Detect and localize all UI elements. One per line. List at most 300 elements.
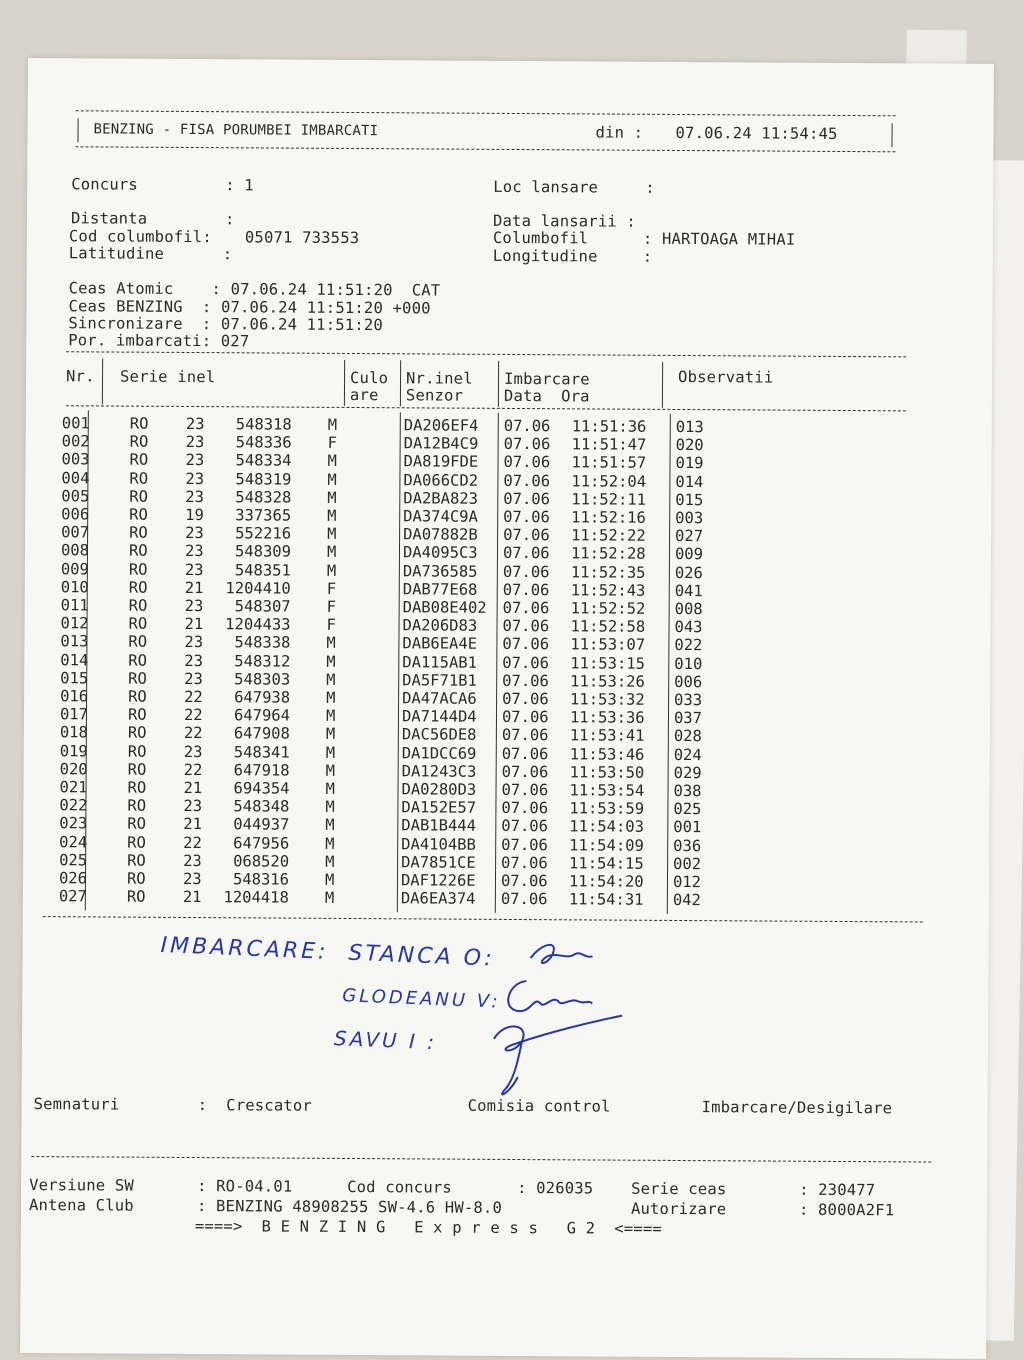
cell-country: RO — [127, 705, 147, 724]
cell-sex: M — [325, 798, 335, 817]
cell-date: 07.06 — [502, 562, 550, 581]
cell-time: 11:53:54 — [569, 781, 645, 800]
cod-columbofil-label: Cod columbofil: — [68, 227, 212, 247]
col-serie-header: Serie inel — [120, 367, 216, 387]
cell-nr: 020 — [59, 760, 88, 779]
cell-observation: 012 — [672, 872, 702, 892]
semnaturi-label: Semnaturi — [33, 1095, 120, 1114]
cell-date: 07.06 — [501, 780, 549, 800]
cell-year: 23 — [183, 797, 203, 816]
cell-nr: 021 — [59, 778, 88, 797]
printout-sheet — [20, 58, 994, 1359]
cell-observation: 015 — [675, 490, 704, 509]
cell-nr: 018 — [59, 723, 88, 742]
cell-sex: M — [326, 670, 336, 689]
cell-date: 07.06 — [502, 617, 550, 636]
cell-year: 22 — [183, 760, 203, 779]
loc-lansare-label: Loc lansare — [493, 177, 599, 197]
serie-ceas-label: Serie ceas — [631, 1179, 727, 1199]
cell-ring: 552216 — [235, 524, 292, 543]
cell-time: 11:51:36 — [571, 417, 647, 436]
longitudine-label: Longitudine — [492, 246, 598, 266]
col-nr-header: Nr. — [66, 367, 95, 386]
cell-ring: 647908 — [233, 724, 290, 744]
distanta-label: Distanta — [70, 209, 148, 228]
cell-country: RO — [128, 633, 148, 652]
cell-nr: 015 — [60, 669, 89, 688]
cell-sensor: DAB1B444 — [401, 816, 477, 836]
cell-sex: M — [326, 652, 336, 671]
cell-date: 07.06 — [503, 435, 551, 454]
cell-year: 19 — [185, 505, 204, 525]
cell-time: 11:53:07 — [570, 635, 646, 655]
cell-nr: 017 — [59, 705, 89, 724]
cell-sensor: DA0280D3 — [401, 780, 477, 799]
columbofil-value: : HARTOAGA MIHAI — [642, 229, 796, 249]
cell-year: 23 — [182, 869, 202, 889]
cell-year: 23 — [185, 487, 205, 506]
table-bottom-rule — [43, 916, 923, 922]
cell-ring: 548338 — [234, 633, 291, 653]
cell-date: 07.06 — [502, 653, 550, 672]
cell-year: 23 — [184, 651, 204, 670]
cell-time: 11:52:58 — [570, 617, 646, 636]
cell-sex: M — [327, 452, 337, 471]
cell-sensor: DAB08E402 — [402, 598, 487, 617]
cell-date: 07.06 — [503, 489, 551, 508]
cell-ring: 044937 — [233, 815, 290, 835]
header-bottom-rule — [75, 146, 895, 152]
cell-country: RO — [128, 669, 147, 688]
cell-country: RO — [128, 614, 148, 633]
header-right-border — [891, 123, 892, 147]
cell-country: RO — [126, 869, 146, 888]
handwritten-imbarcare: IMBARCARE: STANCA O: — [160, 933, 496, 972]
cell-sensor: DA4104BB — [401, 834, 476, 854]
col-culoare-header-2: are — [349, 385, 379, 405]
cell-date: 07.06 — [502, 580, 550, 599]
cell-observation: 036 — [673, 836, 702, 855]
cell-date: 07.06 — [502, 671, 549, 690]
cell-ring: 647918 — [233, 761, 290, 780]
cell-country: RO — [128, 596, 148, 615]
cell-time: 11:52:52 — [570, 599, 646, 618]
header-sep — [498, 361, 499, 407]
cell-sex: M — [325, 834, 335, 853]
cell-time: 11:53:41 — [569, 726, 645, 746]
cell-nr: 027 — [58, 887, 87, 906]
cell-nr: 007 — [61, 523, 90, 542]
cell-year: 22 — [184, 687, 203, 707]
cell-date: 07.06 — [503, 526, 550, 545]
cell-ring: 548312 — [234, 651, 291, 671]
cell-ring: 548303 — [234, 670, 291, 689]
cell-nr: 002 — [61, 432, 90, 451]
cell-observation: 024 — [673, 745, 702, 764]
cell-nr: 004 — [61, 468, 90, 487]
cell-nr: 025 — [59, 851, 88, 870]
cell-sex: F — [326, 579, 337, 598]
cell-sex: M — [324, 870, 335, 889]
cell-year: 23 — [185, 469, 205, 488]
cell-country: RO — [128, 560, 148, 579]
cell-ring: 548341 — [233, 742, 290, 762]
cell-country: RO — [129, 414, 149, 433]
cell-nr: 016 — [60, 687, 89, 706]
header-sep — [102, 358, 103, 404]
cell-observation: 002 — [673, 854, 702, 873]
cell-sensor: DAB6EA4E — [402, 634, 478, 654]
col-imbarcare-header: Imbarcare — [503, 369, 590, 389]
cell-ring: 548316 — [232, 870, 290, 889]
cell-nr: 014 — [60, 650, 89, 669]
cell-observation: 006 — [674, 672, 703, 691]
cell-sex: F — [326, 597, 337, 616]
cell-country: RO — [129, 432, 149, 451]
columbofil-label: Columbofil — [492, 228, 589, 248]
cell-country: RO — [127, 778, 147, 797]
cell-country: RO — [129, 469, 149, 488]
cell-country: RO — [129, 451, 149, 470]
table-row — [23, 887, 883, 910]
cell-nr: 009 — [60, 559, 89, 578]
cell-ring: 548319 — [235, 469, 292, 489]
cell-nr: 012 — [60, 614, 89, 633]
cell-country: RO — [127, 724, 147, 743]
cell-observation: 009 — [674, 545, 704, 564]
cell-time: 11:53:15 — [570, 653, 646, 673]
cell-country: RO — [129, 505, 148, 524]
cell-nr: 019 — [59, 741, 88, 760]
cell-sensor: DAF1226E — [400, 871, 476, 890]
cell-nr: 013 — [60, 632, 89, 651]
cell-time: 11:53:59 — [569, 799, 645, 818]
autorizare-label: Autorizare — [630, 1199, 727, 1219]
cell-year: 23 — [184, 596, 204, 616]
cell-year: 23 — [185, 414, 205, 434]
distanta-value: : — [224, 210, 235, 229]
cell-nr: 003 — [61, 450, 90, 469]
cell-ring: 548307 — [234, 597, 291, 616]
cell-year: 22 — [183, 706, 203, 725]
cell-time: 11:53:50 — [569, 763, 645, 782]
cell-sex: M — [326, 561, 337, 580]
cell-date: 07.06 — [502, 544, 550, 563]
crescator-label: : Crescator — [197, 1096, 313, 1115]
cell-nr: 010 — [60, 578, 89, 597]
concurs-label: Concurs — [71, 175, 139, 194]
cell-ring: 647956 — [233, 833, 290, 853]
cell-ring: 337365 — [235, 506, 292, 525]
cell-sensor: DA5F71B1 — [402, 671, 477, 690]
longitudine-value: : — [642, 247, 653, 266]
cell-date: 07.06 — [501, 799, 549, 818]
cell-sensor: DA07882B — [403, 525, 478, 544]
cell-country: RO — [129, 523, 148, 542]
cell-sensor: DA066CD2 — [403, 470, 479, 490]
cell-sensor: DA115AB1 — [402, 652, 478, 672]
cell-time: 11:52:11 — [571, 490, 647, 509]
cell-observation: 027 — [675, 527, 704, 546]
cell-sex: M — [326, 543, 337, 562]
cell-sex: F — [326, 616, 336, 635]
cell-ring: 548309 — [234, 542, 292, 562]
cell-time: 11:52:16 — [571, 508, 646, 527]
versiune-sw-value: : RO-04.01 — [197, 1177, 293, 1196]
data-lansarii-label: Data lansarii : — [492, 211, 637, 231]
cell-date: 07.06 — [500, 890, 548, 909]
cell-time: 11:54:20 — [568, 872, 644, 891]
cell-sensor: DA4095C3 — [402, 543, 478, 563]
antena-club-value: : BENZING 48908255 SW-4.6 HW-8.0 — [196, 1197, 503, 1217]
table-header-rule — [66, 405, 906, 411]
cell-sensor: DAB77E68 — [402, 580, 478, 599]
cell-nr: 006 — [61, 505, 90, 524]
cell-sensor: DA7144D4 — [401, 707, 477, 726]
cell-nr: 022 — [59, 796, 88, 815]
cell-year: 23 — [185, 451, 205, 470]
table-top-rule — [66, 351, 906, 357]
cell-ring: 548328 — [235, 488, 292, 507]
cell-date: 07.06 — [503, 453, 551, 472]
cell-sex: M — [326, 688, 336, 707]
ceas-atomic: Ceas Atomic : 07.06.24 11:51:20 CAT — [68, 279, 441, 300]
cell-year: 23 — [185, 524, 204, 543]
cod-concurs-label: Cod concurs — [347, 1177, 453, 1197]
cell-year: 21 — [183, 778, 203, 798]
cell-sensor: DAC56DE8 — [401, 725, 477, 745]
cod-columbofil-value: 05071 733553 — [244, 228, 360, 248]
cell-sex: M — [327, 525, 337, 544]
cell-observation: 028 — [673, 727, 702, 746]
header-sep — [344, 360, 345, 406]
cell-country: RO — [127, 815, 147, 834]
header-top-rule — [76, 110, 896, 116]
cell-year: 23 — [184, 542, 204, 561]
cell-sensor: DA2BA823 — [403, 489, 479, 508]
cell-country: RO — [128, 578, 148, 597]
cell-year: 21 — [183, 815, 203, 834]
cell-time: 11:54:09 — [569, 835, 644, 855]
cell-sensor: DA206D83 — [402, 616, 478, 635]
col-observatii-header: Observatii — [678, 367, 774, 387]
signature-savu — [474, 1011, 625, 1102]
cell-date: 07.06 — [502, 635, 550, 654]
signature-stanca — [522, 936, 602, 976]
cell-ring: 1204433 — [225, 615, 291, 634]
header-sep — [400, 360, 401, 406]
cell-sensor: DA152E57 — [401, 798, 477, 817]
cell-observation: 038 — [673, 781, 702, 801]
cell-date: 07.06 — [501, 817, 549, 836]
cell-year: 23 — [184, 669, 203, 688]
cell-sensor: DA736585 — [402, 561, 478, 581]
cell-date: 07.06 — [501, 853, 548, 872]
handwritten-glodeanu: GLODEANU V: — [341, 985, 502, 1013]
cell-year: 23 — [185, 433, 205, 452]
cell-observation: 026 — [674, 563, 703, 582]
cell-nr: 024 — [59, 832, 88, 851]
cell-time: 11:52:43 — [570, 581, 646, 600]
col-senzor-header-2: Senzor — [405, 386, 464, 405]
cell-sensor: DA12B4C9 — [403, 434, 479, 453]
cell-observation: 001 — [673, 818, 702, 837]
cell-year: 23 — [184, 633, 204, 652]
cell-time: 11:52:35 — [570, 562, 646, 582]
cell-sex: M — [327, 415, 338, 434]
cell-year: 21 — [182, 888, 202, 907]
cell-nr: 011 — [60, 596, 89, 615]
cell-date: 07.06 — [502, 689, 549, 709]
cell-date: 07.06 — [501, 744, 549, 763]
cell-observation: 041 — [674, 581, 703, 600]
cell-year: 23 — [183, 742, 203, 761]
cell-observation: 022 — [674, 636, 703, 655]
cell-observation: 043 — [674, 618, 703, 637]
loc-lansare-value: : — [645, 178, 655, 197]
cell-date: 07.06 — [500, 871, 548, 891]
cell-country: RO — [127, 760, 147, 779]
cell-sensor: DA7851CE — [401, 853, 476, 872]
cell-year: 23 — [184, 560, 204, 579]
col-senzor-header: Nr.inel — [405, 369, 473, 388]
cell-observation: 033 — [674, 690, 703, 710]
document-title: BENZING - FISA PORUMBEI IMBARCATI — [93, 121, 379, 140]
cell-date: 07.06 — [501, 708, 549, 727]
cell-year: 23 — [183, 851, 202, 870]
cell-nr: 023 — [59, 814, 88, 833]
cell-ring: 548351 — [234, 560, 291, 580]
cell-observation: 025 — [673, 800, 702, 819]
cell-nr: 008 — [60, 541, 90, 560]
col-culoare-header: Culo — [349, 368, 389, 388]
cell-time: 11:51:47 — [571, 435, 647, 454]
ceas-benzing: Ceas BENZING : 07.06.24 11:51:20 +000 — [68, 297, 431, 318]
antena-club-label: Antena Club — [28, 1196, 134, 1215]
imbarcare-desigilare-label: Imbarcare/Desigilare — [701, 1098, 893, 1118]
cell-ring: 694354 — [233, 779, 290, 798]
cell-sex: M — [324, 889, 335, 908]
cell-year: 21 — [184, 578, 204, 597]
cell-sex: M — [327, 506, 337, 525]
cell-sex: M — [325, 779, 335, 798]
cell-sensor: DA206EF4 — [403, 416, 479, 435]
header-sep — [662, 362, 663, 408]
cell-nr: 005 — [61, 487, 90, 506]
cell-date: 07.06 — [503, 507, 550, 527]
concurs-value: : 1 — [225, 176, 254, 195]
cell-time: 11:53:46 — [569, 744, 645, 764]
cell-time: 11:53:26 — [570, 672, 645, 691]
cell-observation: 003 — [675, 508, 704, 528]
col-imbarcare-header-2: Data Ora — [503, 386, 590, 406]
cell-date: 07.06 — [501, 726, 549, 745]
cell-sex: M — [325, 725, 336, 744]
cell-sex: F — [327, 434, 338, 453]
cell-observation: 042 — [672, 891, 701, 910]
cell-year: 21 — [184, 615, 204, 634]
cell-ring: 068520 — [233, 852, 290, 871]
latitudine-value: : — [222, 245, 233, 264]
cell-country: RO — [128, 687, 147, 706]
cell-country: RO — [127, 851, 146, 870]
cell-country: RO — [127, 742, 147, 761]
cell-ring: 548348 — [233, 797, 290, 816]
handwritten-savu: SAVU I : — [333, 1026, 438, 1055]
cell-sex: M — [327, 470, 337, 489]
cell-ring: 647964 — [233, 706, 291, 725]
cell-time: 11:54:31 — [568, 890, 644, 909]
cell-observation: 013 — [675, 417, 704, 437]
cell-year: 22 — [183, 833, 202, 852]
autorizare-value: : 8000A2F1 — [798, 1200, 895, 1220]
footer-rule — [31, 1156, 931, 1162]
cell-country: RO — [127, 796, 147, 815]
cell-sensor: DA374C9A — [403, 507, 478, 526]
cell-ring: 548334 — [235, 451, 292, 471]
cell-date: 07.06 — [503, 471, 551, 490]
latitudine-label: Latitudine — [68, 244, 165, 263]
cell-country: RO — [129, 487, 149, 506]
cell-observation: 037 — [673, 709, 703, 728]
cell-time: 11:54:15 — [569, 854, 644, 873]
cell-observation: 020 — [675, 436, 704, 455]
cell-observation: 008 — [674, 599, 703, 619]
cell-sex: M — [327, 488, 337, 507]
cell-ring: 647938 — [234, 688, 291, 707]
cell-ring: 1204418 — [223, 888, 289, 907]
cell-observation: 029 — [673, 763, 702, 782]
benzing-banner: ====> B E N Z I N G E x p r e s s G 2 <==== — [194, 1217, 662, 1238]
versiune-sw-label: Versiune SW — [29, 1176, 135, 1195]
cell-country: RO — [128, 542, 148, 561]
date-value: 07.06.24 11:54:45 — [675, 123, 838, 143]
cell-time: 11:52:22 — [571, 526, 646, 545]
cell-nr: 001 — [61, 414, 90, 433]
cell-date: 07.06 — [502, 598, 550, 618]
cell-time: 11:54:03 — [569, 817, 645, 837]
cell-time: 11:53:36 — [569, 708, 645, 727]
header-left-border — [77, 118, 78, 142]
cell-observation: 014 — [675, 472, 704, 491]
cell-ring: 548318 — [235, 415, 292, 434]
cell-sensor: DA6EA374 — [400, 889, 476, 908]
cell-observation: 019 — [675, 454, 704, 473]
cell-sex: M — [325, 707, 336, 726]
cell-sensor: DA1DCC69 — [401, 743, 477, 763]
cell-ring: 1204410 — [225, 579, 291, 598]
sincronizare: Sincronizare : 07.06.24 11:51:20 — [68, 314, 383, 335]
cell-sex: M — [325, 743, 336, 762]
cell-date: 07.06 — [503, 416, 551, 436]
comisia-label: Comisia control — [467, 1096, 611, 1116]
cell-date: 07.06 — [501, 835, 548, 854]
cell-year: 22 — [183, 724, 203, 743]
cell-time: 11:53:32 — [570, 690, 645, 709]
porumbei-imbarcati: Por. imbarcati: 027 — [68, 331, 250, 351]
cell-sex: M — [325, 761, 336, 780]
cell-sensor: DA819FDE — [403, 452, 479, 472]
cell-sex: M — [325, 816, 335, 835]
cod-concurs-value: : 026035 — [517, 1179, 594, 1198]
cell-country: RO — [127, 833, 146, 852]
cell-sensor: DA1243C3 — [401, 762, 477, 781]
cell-nr: 026 — [58, 869, 88, 888]
cell-sensor: DA47ACA6 — [402, 689, 477, 708]
serie-ceas-value: : 230477 — [799, 1180, 876, 1200]
cell-time: 11:51:57 — [571, 453, 647, 473]
cell-sex: M — [325, 852, 335, 871]
